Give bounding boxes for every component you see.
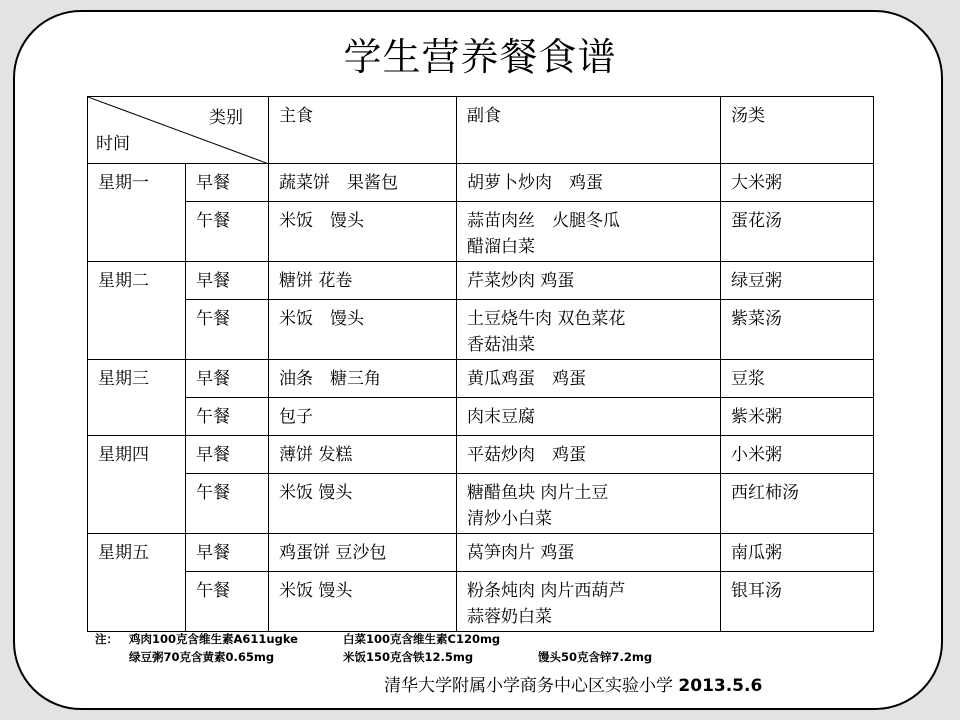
side-dish-line: 胡萝卜炒肉 鸡蛋 [467,173,603,193]
header-soup: 汤类 [721,97,874,164]
note-item: 米饭150克含铁12.5mg [343,650,474,664]
soup-cell: 银耳汤 [721,572,874,632]
side-dish-line: 平菇炒肉 鸡蛋 [467,445,586,465]
side-dish-line: 肉末豆腐 [467,407,535,427]
staple-cell: 米饭 馒头 [269,300,457,360]
header-side: 副食 [457,97,721,164]
meal-cell: 午餐 [186,202,269,262]
note-item: 绿豆粥70克含黄素0.65mg [129,650,275,664]
staple-cell: 鸡蛋饼 豆沙包 [269,534,457,572]
header-time: 时间 [96,134,130,154]
side-cell [457,398,721,436]
table-row [88,360,874,398]
day-cell: 星期四 [88,436,186,534]
meal-cell: 午餐 [186,474,269,534]
meal-cell: 午餐 [186,300,269,360]
day-cell: 星期五 [88,534,186,632]
side-cell [457,474,721,534]
diagonal-header-cell [88,97,269,164]
side-cell [457,262,721,300]
header-staple: 主食 [269,97,457,164]
side-dish-line: 莴笋肉片 鸡蛋 [467,543,575,563]
staple-cell: 油条 糖三角 [269,360,457,398]
soup-cell: 南瓜粥 [721,534,874,572]
side-dish-line: 糖醋鱼块 肉片土豆 [467,483,609,503]
soup-cell: 小米粥 [721,436,874,474]
staple-cell: 包子 [269,398,457,436]
side-dish-line: 蒜苗肉丝 火腿冬瓜 [467,211,620,231]
soup-cell: 西红柿汤 [721,474,874,534]
table-row [88,262,874,300]
staple-cell: 米饭 馒头 [269,474,457,534]
footer-school: 清华大学附属小学商务中心区实验小学 [384,676,673,696]
side-dish-line: 香菇油菜 [467,335,535,355]
note-item: 鸡肉100克含维生素A611ugke [129,632,298,646]
footer-date: 2013.5.6 [678,676,763,696]
side-cell [457,572,721,632]
table-row [88,398,874,436]
note-item: 馒头50克含锌7.2mg [538,650,653,664]
soup-cell: 豆浆 [721,360,874,398]
table-header-row [88,97,874,164]
menu-table [87,96,874,632]
table-row [88,202,874,262]
soup-cell: 大米粥 [721,164,874,202]
day-cell: 星期一 [88,164,186,262]
soup-cell: 绿豆粥 [721,262,874,300]
day-cell: 星期三 [88,360,186,436]
side-cell [457,360,721,398]
header-category: 类别 [209,108,243,128]
footer [384,675,762,697]
table-row [88,534,874,572]
side-cell [457,300,721,360]
meal-cell: 早餐 [186,436,269,474]
table-row [88,572,874,632]
soup-cell: 紫菜汤 [721,300,874,360]
side-cell [457,436,721,474]
staple-cell: 米饭 馒头 [269,572,457,632]
staple-cell: 蔬菜饼 果酱包 [269,164,457,202]
staple-cell: 薄饼 发糕 [269,436,457,474]
meal-cell: 早餐 [186,262,269,300]
side-cell [457,164,721,202]
staple-cell: 米饭 馒头 [269,202,457,262]
meal-cell: 午餐 [186,398,269,436]
table-row [88,300,874,360]
side-cell [457,534,721,572]
page-title: 学生营养餐食谱 [343,35,617,79]
side-dish-line: 土豆烧牛肉 双色菜花 [467,309,626,329]
day-cell: 星期二 [88,262,186,360]
soup-cell: 蛋花汤 [721,202,874,262]
meal-cell: 早餐 [186,164,269,202]
side-dish-line: 黄瓜鸡蛋 鸡蛋 [467,369,586,389]
meal-cell: 早餐 [186,360,269,398]
note-item: 白菜100克含维生素C120mg [343,632,501,646]
side-dish-line: 醋溜白菜 [467,237,535,257]
table-row [88,474,874,534]
side-cell [457,202,721,262]
side-dish-line: 粉条炖肉 肉片西葫芦 [467,581,626,601]
table-row [88,436,874,474]
note-label: 注： [95,632,118,646]
table-row [88,164,874,202]
side-dish-line: 蒜蓉奶白菜 [467,607,552,627]
side-dish-line: 清炒小白菜 [467,509,552,529]
meal-cell: 早餐 [186,534,269,572]
side-dish-line: 芹菜炒肉 鸡蛋 [467,271,575,291]
meal-cell: 午餐 [186,572,269,632]
soup-cell: 紫米粥 [721,398,874,436]
staple-cell: 糖饼 花卷 [269,262,457,300]
